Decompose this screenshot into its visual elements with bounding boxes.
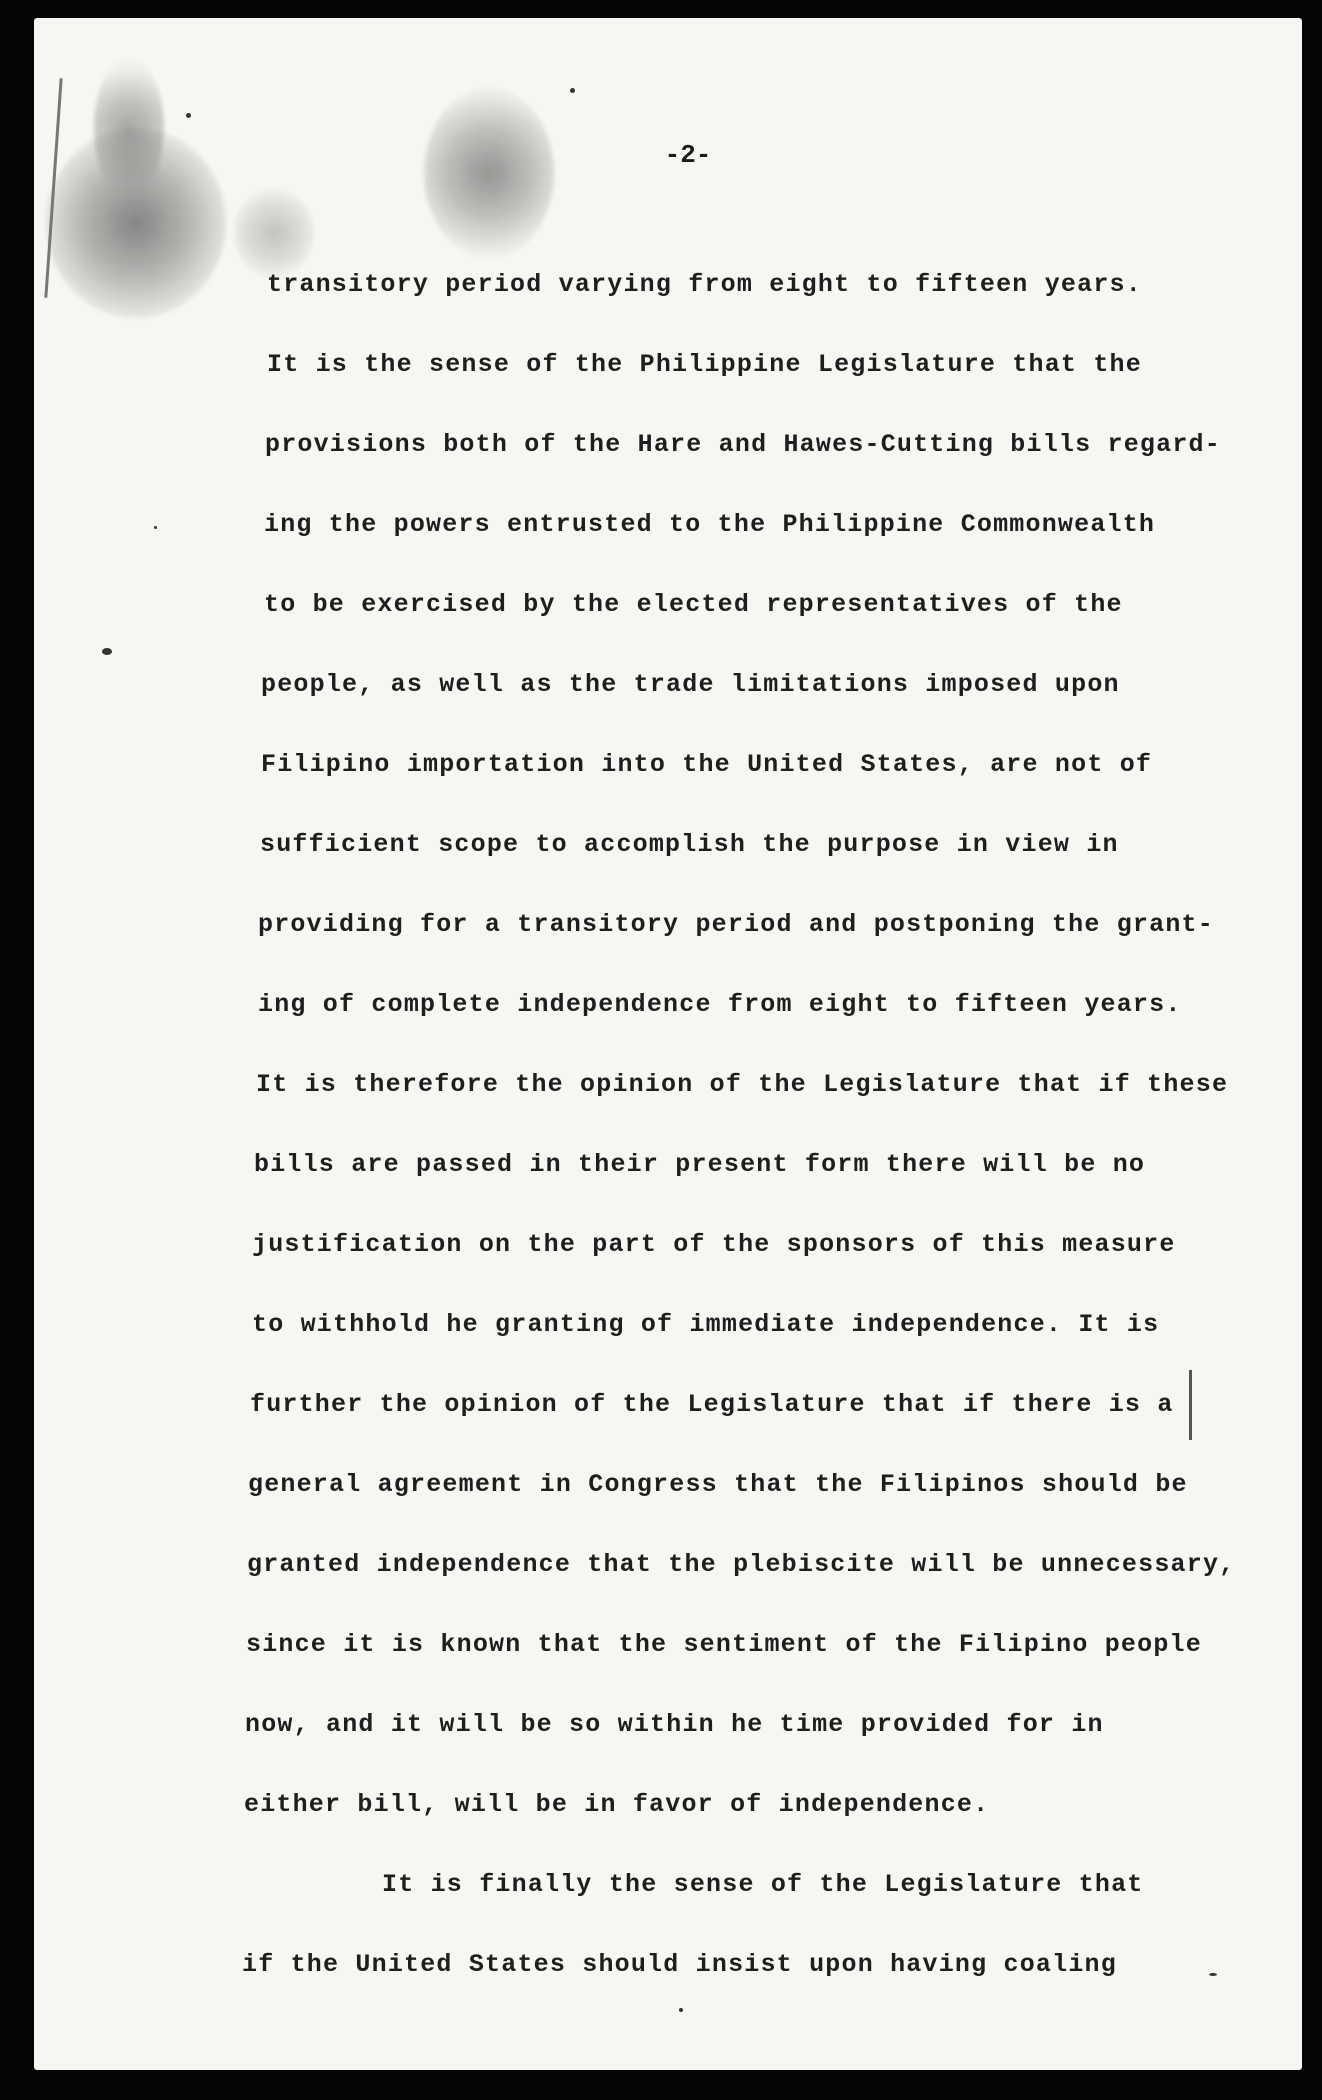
text-line: bills are passed in their present form there will be no <box>254 1150 1146 1179</box>
ink-smudge <box>424 88 554 258</box>
text-line: to withhold he granting of immediate independence. It is <box>252 1310 1160 1339</box>
text-line: It is therefore the opinion of the Legislature that if these <box>256 1070 1229 1099</box>
text-line: providing for a transitory period and postponing the grant- <box>258 910 1214 939</box>
ink-speck <box>102 648 112 655</box>
text-line: further the opinion of the Legislature that if there is a <box>250 1390 1174 1419</box>
text-line: ing the powers entrusted to the Philippine Commonwealth <box>264 510 1156 539</box>
text-line: people, as well as the trade limitations imposed upon <box>261 670 1120 699</box>
text-line: now, and it will be so within he time provided for in <box>245 1710 1104 1739</box>
ink-smudge <box>234 188 314 278</box>
page-number: -2- <box>664 140 712 170</box>
text-line: sufficient scope to accomplish the purpose in view in <box>260 830 1119 859</box>
text-line: transitory period varying from eight to fifteen years. <box>267 270 1142 299</box>
ink-speck <box>570 88 575 93</box>
text-line: if the United States should insist upon having coaling <box>242 1950 1117 1979</box>
text-line: general agreement in Congress that the Filipinos should be <box>248 1470 1188 1499</box>
text-line: justification on the part of the sponsors of this measure <box>252 1230 1176 1259</box>
ink-speck <box>186 113 191 118</box>
text-line: provisions both of the Hare and Hawes-Cutting bills regard- <box>265 430 1221 459</box>
text-line: to be exercised by the elected representatives of the <box>264 590 1123 619</box>
text-line: It is finally the sense of the Legislature that <box>382 1870 1144 1899</box>
text-line: either bill, will be in favor of independence. <box>244 1790 990 1819</box>
text-line: granted independence that the plebiscite will be unnecessary, <box>247 1550 1236 1579</box>
ink-smudge <box>94 58 164 198</box>
text-line: It is the sense of the Philippine Legislature that the <box>267 350 1142 379</box>
ink-speck <box>679 2008 683 2012</box>
document-page <box>34 18 1302 2070</box>
text-line: since it is known that the sentiment of the Filipino people <box>246 1630 1202 1659</box>
ink-speck <box>1209 1973 1217 1976</box>
text-line: Filipino importation into the United States, are not of <box>261 750 1153 779</box>
text-line: ing of complete independence from eight to fifteen years. <box>258 990 1182 1019</box>
margin-mark <box>1189 1370 1192 1440</box>
ink-speck <box>154 526 157 529</box>
